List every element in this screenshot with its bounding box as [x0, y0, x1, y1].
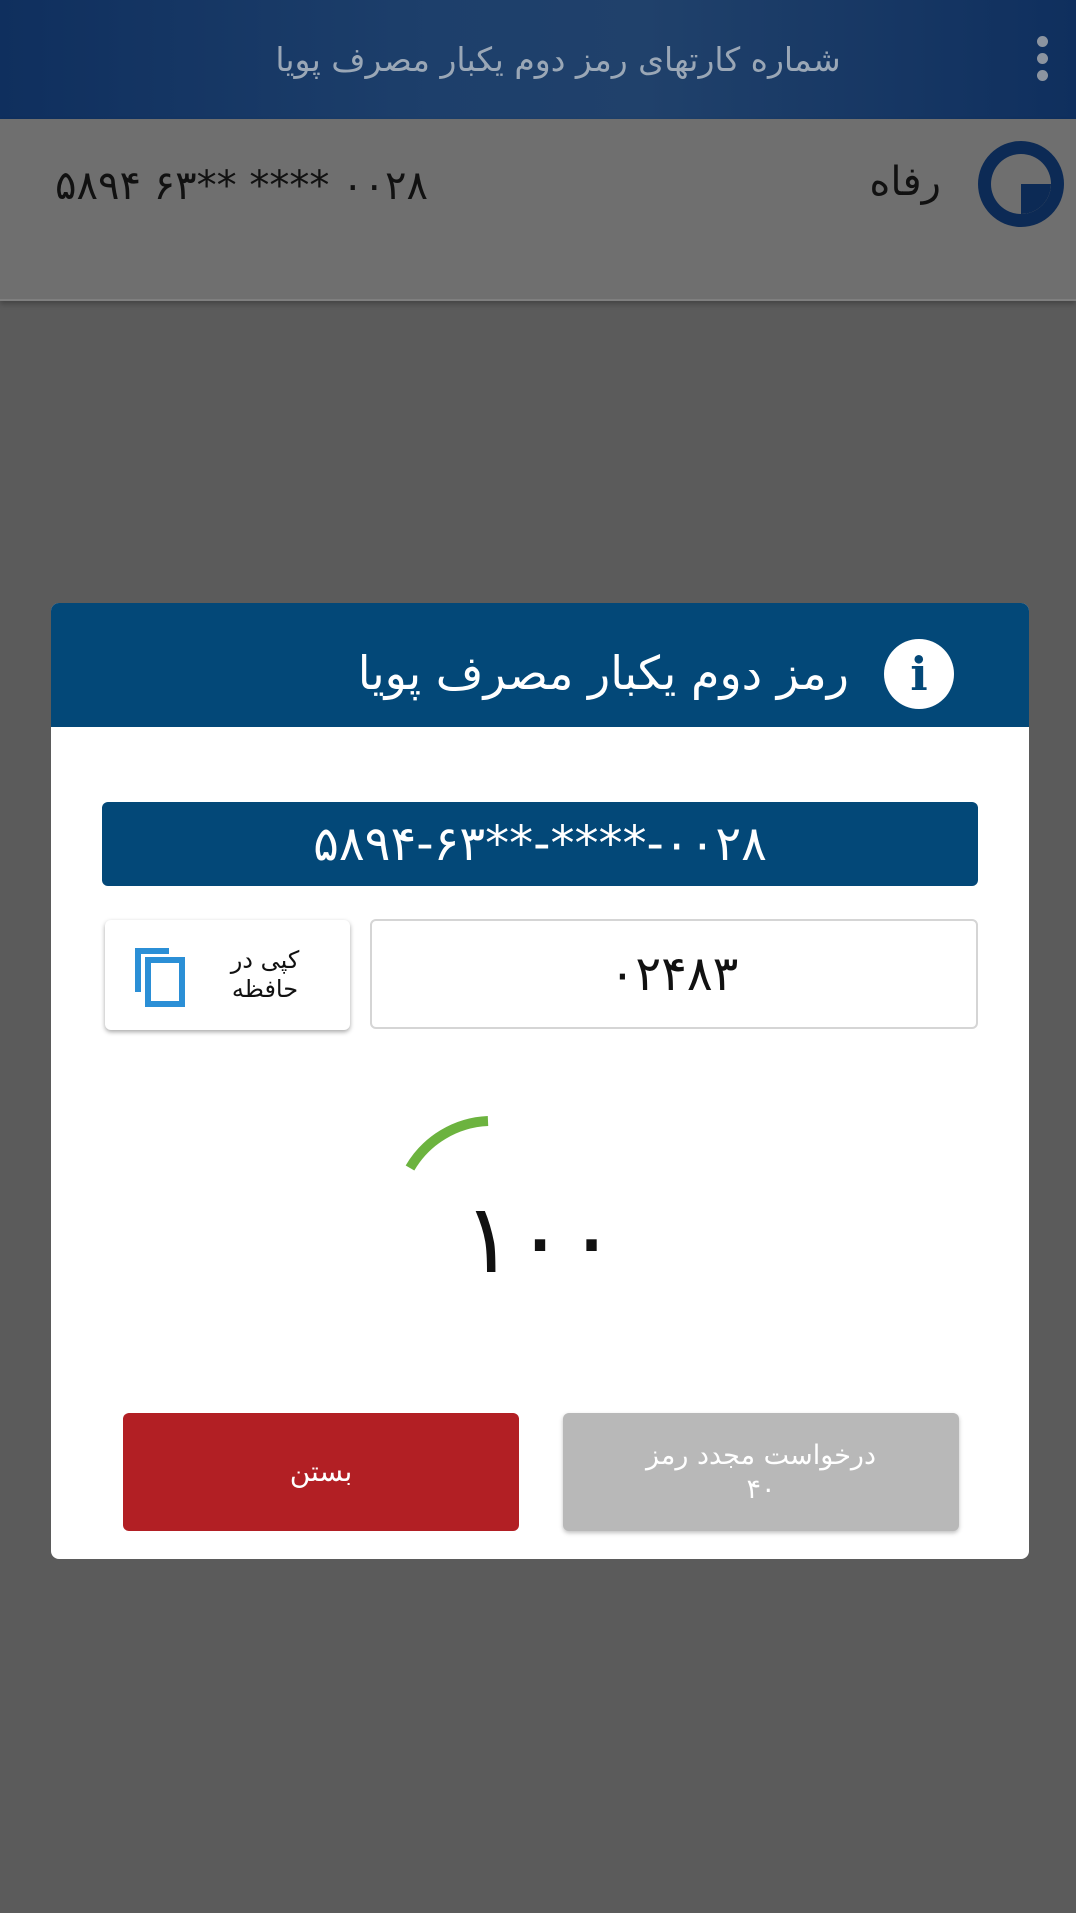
dialog-header	[51, 603, 1029, 727]
close-button[interactable]: بستن	[123, 1413, 519, 1531]
copy-button-label: کپی در حافظه	[230, 946, 300, 1003]
app-bar-title: شماره کارتهای رمز دوم یکبار مصرف پویا	[275, 40, 841, 79]
card-list-item[interactable]	[0, 119, 1076, 301]
bank-name: رفاه	[869, 159, 941, 205]
dialog-card-number: ۵۸۹۴-۶۳**-****-۰۰۲۸	[102, 802, 978, 886]
copy-to-clipboard-button[interactable]	[105, 920, 350, 1030]
info-icon: i	[884, 639, 954, 709]
resend-button-label: درخواست مجدد رمز	[646, 1440, 876, 1471]
otp-code-field[interactable]: ۰۲۴۸۳	[370, 919, 978, 1029]
dialog-title: رمز دوم یکبار مصرف پویا	[357, 646, 849, 700]
more-vert-icon[interactable]	[1022, 30, 1062, 90]
bank-logo-icon	[978, 141, 1064, 227]
resend-countdown: ۴۰	[746, 1474, 776, 1505]
copy-icon	[131, 944, 187, 1008]
resend-code-button[interactable]	[563, 1413, 959, 1531]
countdown-timer: ۱۰۰	[462, 1183, 618, 1295]
card-number: ۵۸۹۴ ۶۳** **** ۰۰۲۸	[55, 163, 428, 209]
otp-dialog	[51, 603, 1029, 1559]
app-bar	[0, 0, 1076, 119]
